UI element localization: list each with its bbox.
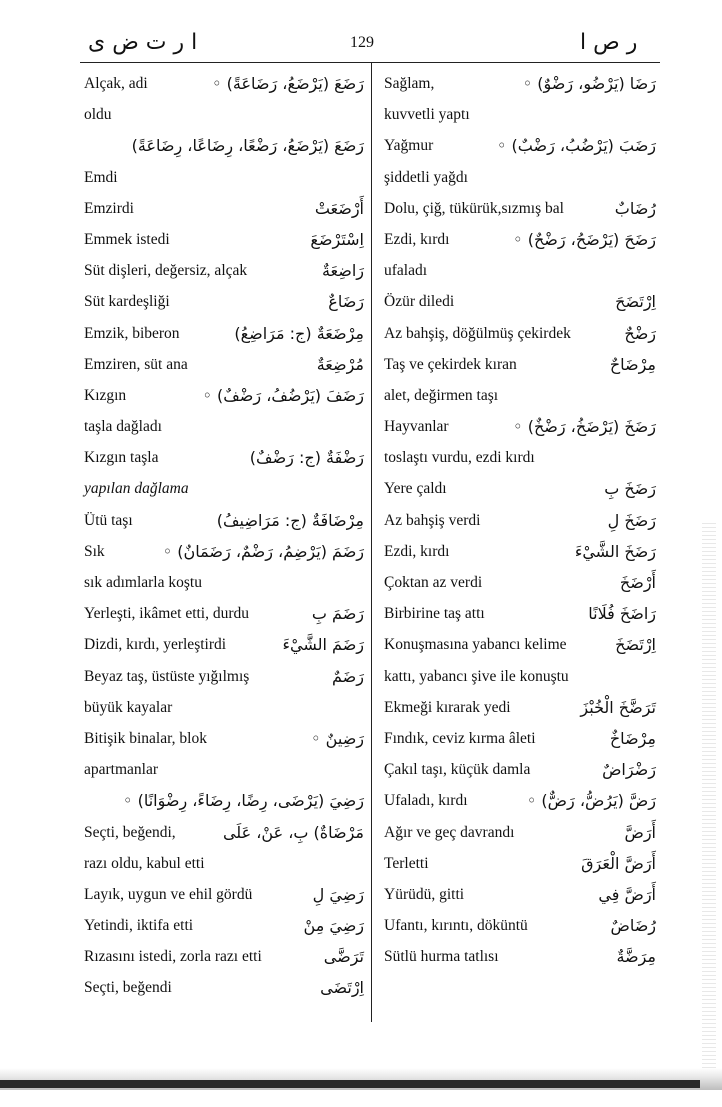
turkish-definition: Ufantı, kırıntı, döküntü <box>384 917 528 935</box>
arabic-headword: تَرَضَّخَ الْخُبْزَ <box>580 697 656 717</box>
turkish-definition: Konuşmasına yabancı kelime <box>384 636 567 654</box>
turkish-definition: apartmanlar <box>84 761 159 779</box>
right-column <box>384 68 656 972</box>
page-number: 129 <box>350 34 374 51</box>
arabic-headword: رَضَحَ (يَرْضَحُ، رَضْحٌ) ◦ <box>513 229 656 249</box>
turkish-definition: toslaştı vurdu, ezdi kırdı <box>384 449 535 467</box>
arabic-headword: رُضَابٌ <box>614 198 656 218</box>
header-rule <box>80 62 660 63</box>
turkish-definition: Yürüdü, gitti <box>384 885 465 903</box>
turkish-definition: Kızgın <box>84 386 127 404</box>
turkish-definition: Dizdi, kırdı, yerleştirdi <box>84 636 227 654</box>
turkish-definition: Emzirdi <box>84 199 134 217</box>
arabic-headword: رَاضِعَةٌ <box>321 261 364 281</box>
turkish-definition: Çakıl taşı, küçük damla <box>384 761 531 779</box>
dictionary-line <box>84 411 364 442</box>
dictionary-line <box>84 193 364 224</box>
arabic-headword: رَضَبَ (يَرْضُبُ، رَضْبٌ) ◦ <box>497 136 656 156</box>
turkish-definition: Beyaz taş, üstüste yığılmış <box>84 667 250 685</box>
turkish-definition: Bitişik binalar, blok <box>84 729 207 747</box>
dictionary-line <box>384 318 656 349</box>
arabic-headword: مَرْضَاةٌ) بِ، عَنْ، عَلَى <box>222 822 364 842</box>
dictionary-line <box>84 318 364 349</box>
turkish-definition: Ağır ve geç davrandı <box>384 823 515 841</box>
running-head-left: ا ر ت ض ی <box>88 30 198 55</box>
arabic-headword: رَضَمَ (يَرْضِمُ، رَضْمٌ، رَضَمَانٌ) ◦ <box>162 541 364 561</box>
dictionary-line <box>84 224 364 255</box>
arabic-headword: رَضْحٌ <box>624 323 656 343</box>
arabic-headword: رَضَخَ لِ <box>607 510 656 530</box>
turkish-definition: Rızasını istedi, zorla razı etti <box>84 948 262 966</box>
turkish-definition: yapılan dağlama <box>84 480 189 498</box>
dictionary-line <box>384 941 656 972</box>
arabic-headword: رَاضَخَ فُلَانًا <box>588 604 656 624</box>
turkish-definition: sık adımlarla koştu <box>84 574 202 591</box>
turkish-definition: şiddetli yağdı <box>384 168 468 186</box>
dictionary-line <box>84 598 364 629</box>
turkish-definition: kuvvetli yaptı <box>384 106 470 124</box>
arabic-headword: أَرَضَّ الْعَرَقَ <box>581 853 656 873</box>
dictionary-line <box>384 255 656 286</box>
turkish-definition: Emzik, biberon <box>84 324 180 342</box>
turkish-definition: ufaladı <box>384 262 428 280</box>
dictionary-line <box>384 411 656 442</box>
arabic-headword: رَضِيَ لِ <box>312 884 364 904</box>
turkish-definition: Yere çaldı <box>384 480 447 498</box>
arabic-headword: أَرْضَخَ <box>619 573 656 592</box>
arabic-headword: رَضْفَةٌ (ج: رَضْفٌ) <box>249 448 364 468</box>
arabic-headword: اِرْتَضَحَ <box>615 292 656 312</box>
dictionary-line <box>84 661 364 692</box>
dictionary-line <box>384 910 656 941</box>
page-header <box>0 28 722 58</box>
arabic-headword: أَرَضَّ <box>624 822 656 842</box>
dictionary-line <box>84 505 364 536</box>
arabic-headword: مِرْضَعَةٌ (ج: مَرَاضِعُ) <box>234 323 364 343</box>
dictionary-line <box>384 68 656 99</box>
dictionary-line <box>84 941 364 972</box>
turkish-definition: Ezdi, kırdı <box>384 542 450 560</box>
arabic-headword: رَضِيَ مِنْ <box>303 916 364 936</box>
arabic-headword: رَضَمَ بِ <box>311 604 364 624</box>
scan-edge-noise <box>702 520 716 1080</box>
arabic-headword: مُرْضِعَةٌ <box>316 354 364 374</box>
dictionary-line <box>384 193 656 224</box>
turkish-definition: Alçak, adi <box>84 75 148 92</box>
arabic-headword: مِرْضَاحٌ <box>609 354 656 374</box>
arabic-headword: رَضَعَ (يَرْضَعُ، رَضْعًا، رِضَاعًا، رِضَاعَةً) <box>131 136 364 156</box>
dictionary-line <box>84 817 364 848</box>
arabic-headword: رَضَا (يَرْضُو، رَضْوٌ) ◦ <box>522 74 656 93</box>
arabic-headword: رَضَخَ (يَرْضَخُ، رَضْخٌ) ◦ <box>513 417 656 437</box>
turkish-definition: Fındık, ceviz kırma âleti <box>384 729 536 747</box>
dictionary-line <box>384 661 656 692</box>
dictionary-line <box>384 785 656 816</box>
dictionary-line <box>384 224 656 255</box>
turkish-definition: Az bahşiş verdi <box>384 511 481 529</box>
dictionary-line <box>384 629 656 660</box>
dictionary-line <box>84 286 364 317</box>
arabic-headword: رُضَاضٌ <box>610 916 656 936</box>
dictionary-line <box>384 567 656 598</box>
dictionary-line <box>384 442 656 473</box>
dictionary-line <box>84 567 364 598</box>
turkish-definition: Seçti, beğendi <box>84 979 172 997</box>
dictionary-line <box>84 473 364 504</box>
turkish-definition: Çoktan az verdi <box>384 574 483 591</box>
arabic-headword: اِرْتَضَى <box>320 978 364 998</box>
turkish-definition: Layık, uygun ve ehil gördü <box>84 885 253 903</box>
dictionary-line <box>84 255 364 286</box>
turkish-definition: Az bahşiş, döğülmüş çekirdek <box>384 324 571 342</box>
dictionary-line <box>384 692 656 723</box>
dictionary-line <box>84 879 364 910</box>
dictionary-line <box>384 598 656 629</box>
turkish-definition: Ütü taşı <box>84 511 133 529</box>
dictionary-line <box>384 848 656 879</box>
dictionary-line <box>384 817 656 848</box>
turkish-definition: Ezdi, kırdı <box>384 230 450 248</box>
arabic-headword: رَضْرَاضٌ <box>602 760 656 780</box>
dictionary-line <box>84 910 364 941</box>
arabic-headword: اِرْتَضَخَ <box>615 635 656 655</box>
running-head-right: ر ص ا <box>580 30 638 55</box>
turkish-definition: Sütlü hurma tatlısı <box>384 948 499 966</box>
turkish-definition: Yetindi, iktifa etti <box>84 917 194 935</box>
turkish-definition: Yerleşti, ikâmet etti, durdu <box>84 605 250 623</box>
dictionary-line <box>384 380 656 411</box>
dictionary-line <box>84 785 364 816</box>
turkish-definition: Yağmur <box>384 137 434 155</box>
dictionary-line <box>384 286 656 317</box>
dictionary-line <box>384 505 656 536</box>
dictionary-line <box>84 68 364 99</box>
arabic-headword: رَضِينٌ ◦ <box>311 728 364 748</box>
turkish-definition: Sağlam, <box>384 75 435 92</box>
arabic-headword: مِرَضَّةٌ <box>616 947 656 967</box>
arabic-headword: رَضَّ (يَرُضُّ، رَضٌّ) ◦ <box>526 791 656 811</box>
scan-bottom-edge <box>0 1080 700 1088</box>
arabic-headword: أَرْضَعَتْ <box>314 198 364 218</box>
dictionary-line <box>384 723 656 754</box>
left-column <box>84 68 364 1004</box>
turkish-definition: Terletti <box>384 854 429 872</box>
turkish-definition: Özür diledi <box>384 293 455 311</box>
turkish-definition: Süt kardeşliği <box>84 293 170 311</box>
arabic-headword: رَضَخَ بِ <box>604 479 656 499</box>
turkish-definition: büyük kayalar <box>84 698 173 716</box>
turkish-definition: oldu <box>84 106 112 124</box>
column-divider <box>371 62 372 1022</box>
turkish-definition: alet, değirmen taşı <box>384 386 499 404</box>
turkish-definition: Ufaladı, kırdı <box>384 792 468 810</box>
dictionary-line <box>84 130 364 161</box>
turkish-definition: Emdi <box>84 168 118 186</box>
turkish-definition: Kızgın taşla <box>84 449 159 467</box>
arabic-headword: اِسْتَرْضَعَ <box>310 229 364 249</box>
dictionary-line <box>84 536 364 567</box>
dictionary-line <box>84 349 364 380</box>
turkish-definition: Taş ve çekirdek kıran <box>384 355 517 373</box>
arabic-headword: رَضَمٌ <box>332 666 364 686</box>
dictionary-line <box>384 879 656 910</box>
arabic-headword: رَضَخَ الشَّيْءَ <box>574 541 656 561</box>
dictionary-line <box>84 754 364 785</box>
dictionary-line <box>84 380 364 411</box>
turkish-definition: Hayvanlar <box>384 418 449 436</box>
turkish-definition: kattı, yabancı şive ile konuştu <box>384 667 569 685</box>
dictionary-line <box>384 473 656 504</box>
dictionary-line <box>84 692 364 723</box>
dictionary-line <box>84 848 364 879</box>
arabic-headword: رَضَمَ الشَّيْءَ <box>282 635 364 655</box>
turkish-definition: Emmek istedi <box>84 230 170 248</box>
dictionary-line <box>84 972 364 1003</box>
arabic-headword: مِرْضَافَةٌ (ج: مَرَاضِيفُ) <box>216 510 364 530</box>
turkish-definition: Emziren, süt ana <box>84 355 188 373</box>
dictionary-line <box>384 349 656 380</box>
arabic-headword: مِرْضَاخٌ <box>609 728 656 748</box>
turkish-definition: Seçti, beğendi, <box>84 823 176 841</box>
dictionary-line <box>84 162 364 193</box>
arabic-headword: رَضِيَ (يَرْضَى، رِضًا، رِضَاءً، رِضْوَانًا) ◦ <box>123 791 364 811</box>
turkish-definition: Birbirine taş attı <box>384 605 485 623</box>
dictionary-line <box>84 442 364 473</box>
arabic-headword: رَضَعَ (يَرْضَعُ، رَضَاعَةً) ◦ <box>212 74 364 93</box>
dictionary-line <box>384 130 656 161</box>
dictionary-line <box>384 99 656 130</box>
dictionary-line <box>84 629 364 660</box>
dictionary-line <box>84 723 364 754</box>
arabic-headword: رَضَاعٌ <box>328 292 364 312</box>
turkish-definition: Dolu, çiğ, tükürük,sızmış bal <box>384 199 564 217</box>
turkish-definition: Süt dişleri, değersiz, alçak <box>84 262 248 280</box>
arabic-headword: أَرَضَّ فِي <box>598 884 656 904</box>
dictionary-line <box>384 162 656 193</box>
dictionary-line <box>84 99 364 130</box>
arabic-headword: تَرَضَّى <box>323 947 364 967</box>
arabic-headword: رَضَفَ (يَرْضُفُ، رَضْفٌ) ◦ <box>202 385 364 405</box>
dictionary-line <box>384 754 656 785</box>
turkish-definition: Sık <box>84 542 105 560</box>
turkish-definition: taşla dağladı <box>84 418 162 436</box>
turkish-definition: Ekmeği kırarak yedi <box>384 698 511 716</box>
turkish-definition: razı oldu, kabul etti <box>84 854 205 872</box>
dictionary-line <box>384 536 656 567</box>
